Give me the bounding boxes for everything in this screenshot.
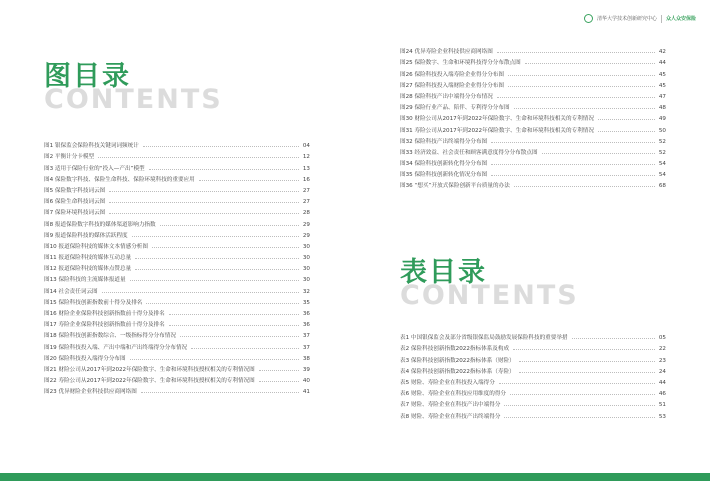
toc-entry-label: 表3 保险科技创新指数2022指标体系（财险） xyxy=(400,357,515,364)
toc-entry-label: 图26 保险科技投入端寿险企业得分分布图 xyxy=(400,71,504,78)
toc-entry-label: 图23 优异财险企业科技供应商网络图 xyxy=(44,389,137,396)
toc-row[interactable] xyxy=(400,44,666,55)
toc-page-number: 29 xyxy=(302,221,310,228)
toc-page-number: 27 xyxy=(302,199,310,206)
toc-entry-label: 表5 财险、寿险企业在科技投入端得分 xyxy=(400,379,495,386)
toc-entry-label: 图9 报道保险科技的媒体活跃程度 xyxy=(44,232,128,239)
toc-entry-label: 表1 中国银保监会及部分省级银保监局鼓励发展保险科技的重要举措 xyxy=(400,335,568,342)
toc-entry-label: 图19 保险科技投入端、产出中端和产出终端得分分布情况 xyxy=(44,344,188,351)
toc-entry-label: 图17 寿险企业保险科技创新指数前十得分及排名 xyxy=(44,322,165,329)
figures-subtitle: CONTENTS xyxy=(44,84,223,115)
toc-page-number: 47 xyxy=(658,93,666,100)
toc-row[interactable] xyxy=(400,178,666,189)
toc-page-number: 13 xyxy=(302,165,310,172)
toc-page-number: 50 xyxy=(658,127,666,134)
dot-leader xyxy=(508,75,655,76)
toc-row[interactable] xyxy=(44,328,310,339)
dot-leader xyxy=(491,164,655,165)
toc-page-number: 22 xyxy=(658,346,666,353)
toc-entry-label: 图5 保险数字科技词云图 xyxy=(44,187,106,194)
toc-page-number: 52 xyxy=(658,138,666,145)
table-list xyxy=(400,330,666,420)
toc-page-number: 04 xyxy=(302,143,310,150)
toc-entry-label: 图21 财险公司从2017年到2022年保险数字、生命和环境科技授权相关的专利情况图 xyxy=(44,366,255,373)
toc-row[interactable] xyxy=(400,341,666,352)
toc-entry-label: 图13 保险科技的主流媒体报道量 xyxy=(44,277,126,284)
toc-row[interactable] xyxy=(44,205,310,216)
toc-page-number: 27 xyxy=(302,187,310,194)
toc-page-number: 48 xyxy=(658,105,666,112)
toc-page-number: 45 xyxy=(658,71,666,78)
toc-row[interactable] xyxy=(400,122,666,133)
toc-entry-label: 图36 “想买”开放式保险创新平台质量的办法 xyxy=(400,183,510,190)
toc-row[interactable] xyxy=(44,216,310,227)
toc-page-number: 35 xyxy=(302,299,310,306)
figure-list-right xyxy=(400,44,666,189)
dot-leader xyxy=(146,303,298,304)
dot-leader xyxy=(149,169,299,170)
toc-row[interactable] xyxy=(44,351,310,362)
toc-entry-label: 图10 报道保险科技的媒体文本情感分析图 xyxy=(44,243,148,250)
figures-title: 图目录 xyxy=(44,61,131,92)
toc-entry-label: 表6 财险、寿险企业在科技应用维度的得分 xyxy=(400,391,507,398)
dot-leader xyxy=(199,180,299,181)
dot-leader xyxy=(499,383,655,384)
toc-row[interactable] xyxy=(44,339,310,350)
brand-name: 众人众安保险 xyxy=(665,16,696,22)
toc-entry-label: 表4 保险科技创新指数2022指标体系（寿险） xyxy=(400,368,515,375)
toc-row[interactable] xyxy=(400,386,666,397)
toc-row[interactable] xyxy=(400,364,666,375)
university-seal-icon xyxy=(584,14,593,23)
toc-row[interactable] xyxy=(44,283,310,294)
toc-entry-label: 表7 财险、寿险企业在科技产出中端得分 xyxy=(400,402,501,409)
toc-row[interactable] xyxy=(44,362,310,373)
toc-row[interactable] xyxy=(44,228,310,239)
dot-leader xyxy=(508,86,655,87)
toc-entry-label: 图12 报道保险科技的媒体点赞总量 xyxy=(44,266,132,273)
toc-row[interactable] xyxy=(44,306,310,317)
toc-page-number: 29 xyxy=(302,232,310,239)
dot-leader xyxy=(109,191,299,192)
toc-entry-label: 图8 报道保险数字科技的媒体渠道影响力指数 xyxy=(44,221,156,228)
dot-leader xyxy=(132,236,299,237)
dot-leader xyxy=(491,175,655,176)
figure-list-left xyxy=(44,138,310,395)
toc-page-number: 68 xyxy=(658,183,666,190)
toc-page-number: 46 xyxy=(658,391,666,398)
dot-leader xyxy=(259,381,299,382)
toc-entry-label: 图29 保险行业产品、陪伴、专利得分分布图 xyxy=(400,105,510,112)
toc-entry-label: 图11 报道保险科技的媒体互动总量 xyxy=(44,255,132,262)
toc-row[interactable] xyxy=(44,138,310,149)
dot-leader xyxy=(504,405,654,406)
toc-entry-label: 图14 社会责任词云图 xyxy=(44,288,98,295)
dot-leader xyxy=(504,417,654,418)
toc-row[interactable] xyxy=(44,239,310,250)
dot-leader xyxy=(598,119,655,120)
toc-row[interactable] xyxy=(44,272,310,283)
toc-row[interactable] xyxy=(400,55,666,66)
header-logo xyxy=(584,14,696,23)
dot-leader xyxy=(102,292,299,293)
toc-page-number: 30 xyxy=(302,243,310,250)
toc-row[interactable] xyxy=(400,145,666,156)
dot-leader xyxy=(497,52,655,53)
toc-row[interactable] xyxy=(44,317,310,328)
dot-leader xyxy=(109,202,299,203)
toc-row[interactable] xyxy=(44,250,310,261)
toc-page-number: 30 xyxy=(302,266,310,273)
dot-leader xyxy=(598,131,655,132)
dot-leader xyxy=(143,146,299,147)
dot-leader xyxy=(130,359,299,360)
toc-entry-label: 图4 保险数字科技、保险生命科技、保险环境科技的重要应用 xyxy=(44,176,195,183)
dot-leader xyxy=(109,213,299,214)
toc-entry-label: 图24 优异寿险企业科技供应商网络图 xyxy=(400,49,493,56)
dot-leader xyxy=(572,338,655,339)
dot-leader xyxy=(519,372,655,373)
toc-entry-label: 图3 适用于保险行业的“投入—产出”模型 xyxy=(44,165,145,172)
toc-row[interactable] xyxy=(400,89,666,100)
dot-leader xyxy=(191,348,299,349)
dot-leader xyxy=(542,153,655,154)
toc-page-number: 42 xyxy=(658,49,666,56)
dot-leader xyxy=(259,370,299,371)
toc-entry-label: 表2 保险科技创新指数2022指标体系及构成 xyxy=(400,346,510,353)
toc-page-number: 37 xyxy=(302,333,310,340)
toc-page-number: 52 xyxy=(658,149,666,156)
toc-row[interactable] xyxy=(44,194,310,205)
toc-row[interactable] xyxy=(400,66,666,77)
toc-entry-label: 图34 保险科技创新转化得分分布图 xyxy=(400,161,488,168)
dot-leader xyxy=(510,394,655,395)
org-name: 清华大学技术创新研究中心 xyxy=(596,16,657,22)
toc-entry-label: 图25 保险数字、生命和环境科技得分分布散点图 xyxy=(400,60,521,67)
toc-entry-label: 图33 经济效益、社会责任和顾客满意度得分分布散点图 xyxy=(400,149,538,156)
dot-leader xyxy=(169,314,299,315)
toc-page-number: 45 xyxy=(658,82,666,89)
toc-page-number: 49 xyxy=(658,116,666,123)
toc-entry-label: 图16 财险企业保险科技创新指数前十得分及排名 xyxy=(44,311,165,317)
toc-page-number: 36 xyxy=(302,311,310,317)
toc-page-number: 39 xyxy=(302,366,310,373)
tables-title: 表目录 xyxy=(400,257,487,288)
toc-entry-label: 图1 银保监会保险科技关键词词频统计 xyxy=(44,143,139,150)
toc-row[interactable] xyxy=(400,352,666,363)
dot-leader xyxy=(514,108,655,109)
toc-entry-label: 图31 寿险公司从2017年到2022年保险数字、生命和环境科技相关的专利情况 xyxy=(400,127,594,134)
dot-leader xyxy=(160,225,299,226)
toc-page-number: 51 xyxy=(658,402,666,409)
toc-page-number: 54 xyxy=(658,161,666,168)
dot-leader xyxy=(135,258,299,259)
toc-page-number: 36 xyxy=(302,322,310,329)
toc-page-number: 44 xyxy=(658,379,666,386)
toc-page-number: 23 xyxy=(658,357,666,364)
toc-page-number: 32 xyxy=(302,288,310,295)
toc-entry-label: 图2 平衡计分卡模型 xyxy=(44,154,95,161)
dot-leader xyxy=(513,349,655,350)
toc-page-number: 53 xyxy=(658,413,666,420)
toc-row[interactable] xyxy=(44,183,310,194)
toc-row[interactable] xyxy=(400,167,666,178)
toc-page-number: 40 xyxy=(302,378,310,385)
toc-row[interactable] xyxy=(400,134,666,145)
toc-row[interactable] xyxy=(400,330,666,341)
toc-row[interactable] xyxy=(400,375,666,386)
dot-leader xyxy=(491,142,655,143)
toc-row[interactable] xyxy=(400,78,666,89)
toc-page-number: 24 xyxy=(658,368,666,375)
toc-entry-label: 图32 保险科技产出终端得分分布图 xyxy=(400,138,488,145)
logo-divider xyxy=(661,15,662,23)
toc-entry-label: 图22 寿险公司从2017年到2022年保险数字、生命和环境科技授权相关的专利情况图 xyxy=(44,378,255,385)
toc-entry-label: 图6 保险生命科技词云图 xyxy=(44,199,106,206)
toc-row[interactable] xyxy=(44,384,310,395)
toc-row[interactable] xyxy=(44,261,310,272)
toc-page-number: 37 xyxy=(302,344,310,351)
toc-row[interactable] xyxy=(44,172,310,183)
toc-page-number: 41 xyxy=(302,389,310,396)
toc-entry-label: 图35 保险科技创新转化情况分布图 xyxy=(400,172,488,179)
dot-leader xyxy=(497,97,655,98)
toc-row[interactable] xyxy=(400,100,666,111)
toc-page-number: 16 xyxy=(302,176,310,183)
toc-page-number: 30 xyxy=(302,255,310,262)
dot-leader xyxy=(98,157,299,158)
toc-entry-label: 图20 保险科技投入端得分分布图 xyxy=(44,355,126,362)
toc-page-number: 30 xyxy=(302,277,310,284)
toc-row[interactable] xyxy=(400,111,666,122)
dot-leader xyxy=(169,325,299,326)
toc-entry-label: 图28 保险科技产出中端得分分布情况 xyxy=(400,93,493,100)
toc-entry-label: 图7 保险环境科技词云图 xyxy=(44,210,106,217)
toc-page-number: 28 xyxy=(302,210,310,217)
toc-entry-label: 图18 保险科技创新指数综合、一级指标得分分布情况 xyxy=(44,333,176,340)
dot-leader xyxy=(135,269,299,270)
toc-page-number: 44 xyxy=(658,60,666,67)
toc-row[interactable] xyxy=(44,295,310,306)
toc-entry-label: 图30 财险公司从2017年到2022年保险数字、生命和环境科技相关的专利情况 xyxy=(400,116,594,123)
footer-bar xyxy=(0,473,710,481)
dot-leader xyxy=(141,392,299,393)
dot-leader xyxy=(514,186,655,187)
toc-entry-label: 表8 财险、寿险企业在科技产出终端得分 xyxy=(400,413,501,420)
toc-row[interactable] xyxy=(400,156,666,167)
toc-page-number: 54 xyxy=(658,172,666,179)
toc-entry-label: 图15 保险科技创新指数前十得分及排名 xyxy=(44,299,143,306)
toc-page-number: 05 xyxy=(658,335,666,342)
toc-row[interactable] xyxy=(44,373,310,384)
dot-leader xyxy=(180,336,299,337)
dot-leader xyxy=(525,63,655,64)
toc-page-number: 12 xyxy=(302,154,310,161)
tables-subtitle: CONTENTS xyxy=(400,280,579,311)
dot-leader xyxy=(152,247,299,248)
dot-leader xyxy=(519,361,655,362)
toc-row[interactable] xyxy=(400,408,666,419)
toc-row[interactable] xyxy=(400,397,666,408)
toc-page-number: 38 xyxy=(302,355,310,362)
toc-entry-label: 图27 保险科技投入端财险企业得分分布图 xyxy=(400,82,504,89)
toc-row[interactable] xyxy=(44,160,310,171)
dot-leader xyxy=(130,280,299,281)
toc-row[interactable] xyxy=(44,149,310,160)
